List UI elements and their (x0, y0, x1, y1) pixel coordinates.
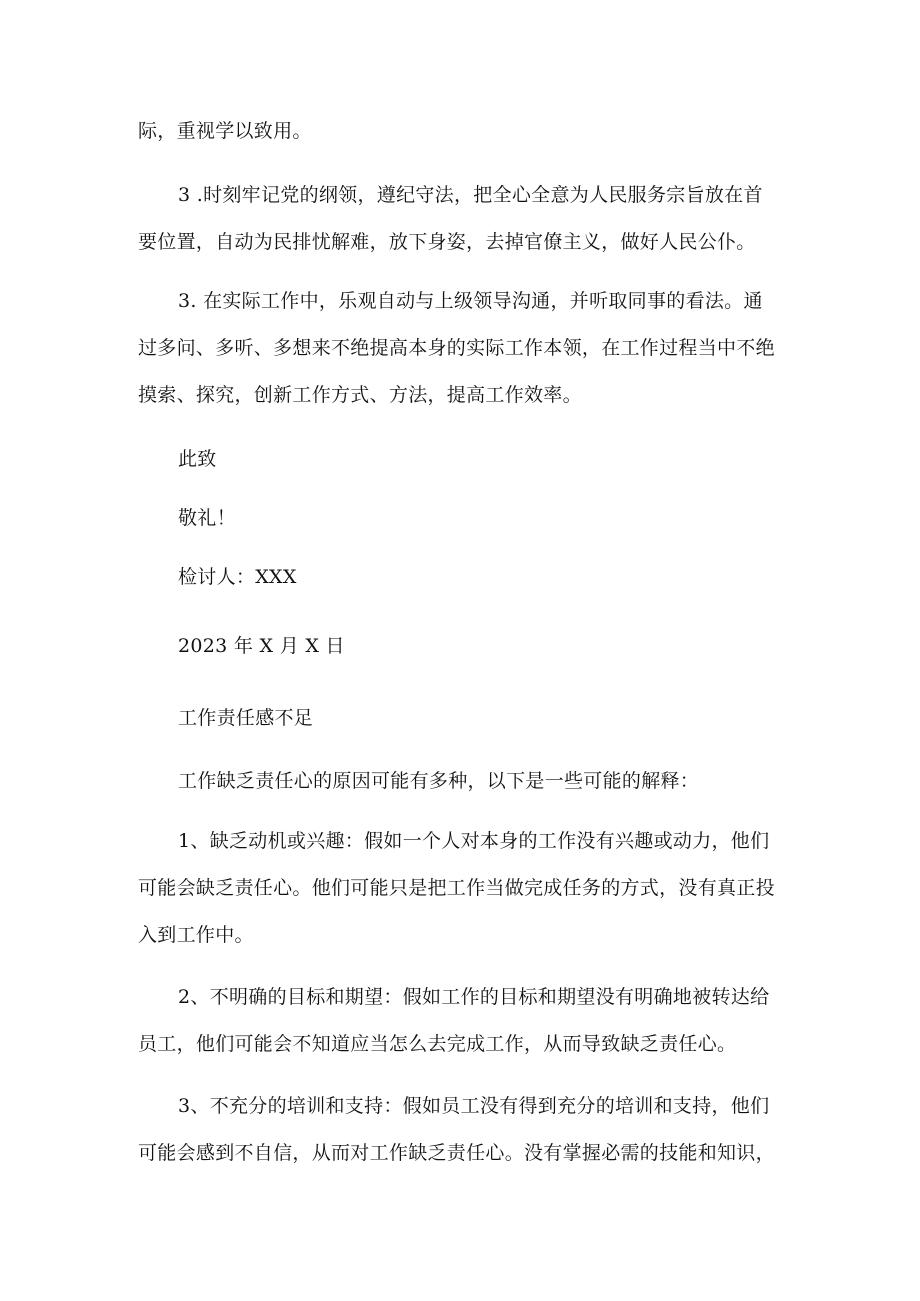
closing-regards: 敬礼！ (178, 507, 236, 529)
signer-line: 检讨人：XXX (178, 566, 297, 588)
closing-salutation: 此致 (178, 448, 217, 470)
text-line: 工作缺乏责任心的原因可能有多种，以下是一些可能的解释： (178, 770, 700, 792)
text-line: 2、不明确的目标和期望：假如工作的目标和期望没有明确地被转达给 (178, 986, 770, 1008)
text-line: 可能会缺乏责任心。他们可能只是把工作当做完成任务的方式，没有真正投 (138, 877, 775, 899)
date-line: 2023 年 X 月 X 日 (178, 635, 345, 657)
text-line: 1、缺乏动机或兴趣：假如一个人对本身的工作没有兴趣或动力，他们 (178, 830, 770, 852)
text-line: 要位置，自动为民排忧解难，放下身姿，去掉官僚主义，做好人民公仆。 (138, 231, 756, 253)
section-title: 工作责任感不足 (178, 707, 314, 729)
text-line: 际，重视学以致用。 (138, 120, 312, 142)
text-line: 3 .时刻牢记党的纲领，遵纪守法，把全心全意为人民服务宗旨放在首 (178, 184, 763, 206)
text-line: 3、不充分的培训和支持：假如员工没有得到充分的培训和支持，他们 (178, 1095, 770, 1117)
text-line: 摸索、探究，创新工作方式、方法，提高工作效率。 (138, 384, 582, 406)
text-line: 可能会感到不自信，从而对工作缺乏责任心。没有掌握必需的技能和知识， (138, 1142, 775, 1164)
text-line: 入到工作中。 (138, 924, 254, 946)
text-line: 过多问、多听、多想来不绝提高本身的实际工作本领，在工作过程当中不绝 (138, 337, 775, 359)
text-line: 3. 在实际工作中，乐观自动与上级领导沟通，并听取同事的看法。通 (178, 290, 763, 312)
text-line: 员工，他们可能会不知道应当怎么去完成工作，从而导致缺乏责任心。 (138, 1033, 737, 1055)
